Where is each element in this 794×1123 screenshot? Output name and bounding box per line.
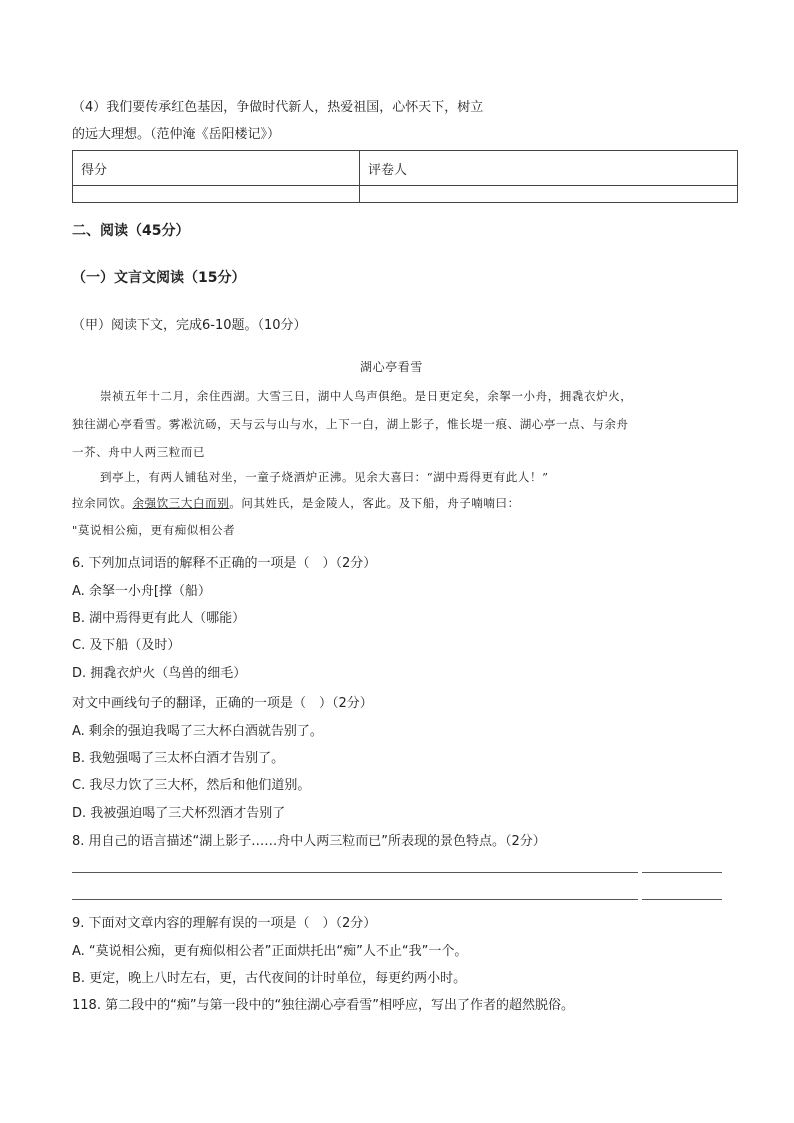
intro-line-1: （4）我们要传承红色基因，争做时代新人，热爱祖国，心怀天下，树立 bbox=[72, 100, 484, 115]
answer-line-1a[interactable] bbox=[72, 872, 638, 873]
subsection-title: （一）文言文阅读（15分） bbox=[72, 270, 246, 286]
passage-p1-line1: 崇祯五年十二月，余住西湖。大雪三日，湖中人鸟声俱绝。是日更定矣，余挐一小舟，拥毳衣炉火， bbox=[100, 389, 633, 403]
q9-option-b: B. 更定，晚上八时左右，更，古代夜间的计时单位，每更约两小时。 bbox=[72, 971, 467, 986]
q6-option-b: B. 湖中焉得更有此人（哪能） bbox=[72, 611, 246, 626]
q8-stem: 8. 用自己的语言描述“湖上影子……舟中人两三粒而已”所表现的景色特点。（2分） bbox=[72, 834, 546, 849]
q7-option-d: D. 我被强迫喝了三犬杯烈酒才告别了 bbox=[72, 806, 286, 821]
q6-option-a: A. 余拏一小舟[撑（船） bbox=[72, 584, 212, 599]
passage-p2-line2-end: 。问其姓氏，是金陵人，客此。及下船，舟子喃喃曰： bbox=[229, 496, 520, 510]
q6-option-d: D. 拥毳衣炉火（鸟兽的细毛） bbox=[72, 666, 247, 681]
score-table bbox=[72, 150, 738, 203]
underlined-sentence: 余强饮三大白而别 bbox=[132, 496, 230, 510]
q9-option-c: 118. 第二段中的“痴”与第一段中的“独往湖心亭看雪”相呼应，写出了作者的超然脱俗。 bbox=[72, 998, 575, 1013]
q7-option-b: B. 我勉强喝了三太杯白酒才告别了。 bbox=[72, 751, 285, 766]
intro-line-2: 的远大理想。（范仲淹《岳阳楼记》） bbox=[72, 127, 281, 142]
q9-option-a: A. “莫说相公痴，更有痴似相公者”正面烘托出“痴”人不止“我”一个。 bbox=[72, 944, 468, 959]
passage-title: 湖心亭看雪 bbox=[360, 360, 424, 374]
grader-cell[interactable] bbox=[360, 186, 738, 203]
passage-p2-line3: "莫说相公痴，更有痴似相公者 bbox=[72, 523, 236, 537]
passage-p2-line2 bbox=[72, 495, 520, 511]
q7-option-a: A. 剩余的强迫我喝了三大杯白酒就告别了。 bbox=[72, 724, 323, 739]
answer-line-2a[interactable] bbox=[72, 899, 638, 900]
score-header: 得分 bbox=[73, 151, 360, 186]
answer-line-2b[interactable] bbox=[642, 899, 722, 900]
grader-header: 评卷人 bbox=[360, 151, 738, 186]
q6-stem: 6. 下列加点词语的解释不正确的一项是（ ）（2分） bbox=[72, 556, 377, 571]
answer-line-1b[interactable] bbox=[642, 872, 722, 873]
score-cell[interactable] bbox=[73, 186, 360, 203]
passage-p2-line1: 到亭上，有两人铺毡对坐，一童子烧酒炉正沸。见余大喜曰：“湖中焉得更有此人！” bbox=[100, 470, 549, 484]
q7-stem: 对文中画线句子的翻译，正确的一项是（ ）（2分） bbox=[72, 696, 373, 711]
passage-p1-line3: 一芥、舟中人两三粒而已 bbox=[72, 445, 206, 459]
section-title: 二、阅读（45分） bbox=[72, 223, 190, 239]
q6-option-c: C. 及下船（及时） bbox=[72, 638, 181, 653]
instruction: （甲）阅读下文，完成6-10题。（10分） bbox=[72, 318, 307, 333]
passage-p1-line2: 独往湖心亭看雪。雾凇沆砀，天与云与山与水，上下一白，湖上影子，惟长堤一痕、湖心亭一点、与余舟 bbox=[72, 417, 629, 431]
q9-stem: 9. 下面对文章内容的理解有误的一项是（ ）（2分） bbox=[72, 916, 377, 931]
passage-p2-line2-start: 拉余同饮。 bbox=[72, 496, 133, 510]
q7-option-c: C. 我尽力饮了三大杯，然后和他们道别。 bbox=[72, 778, 311, 793]
